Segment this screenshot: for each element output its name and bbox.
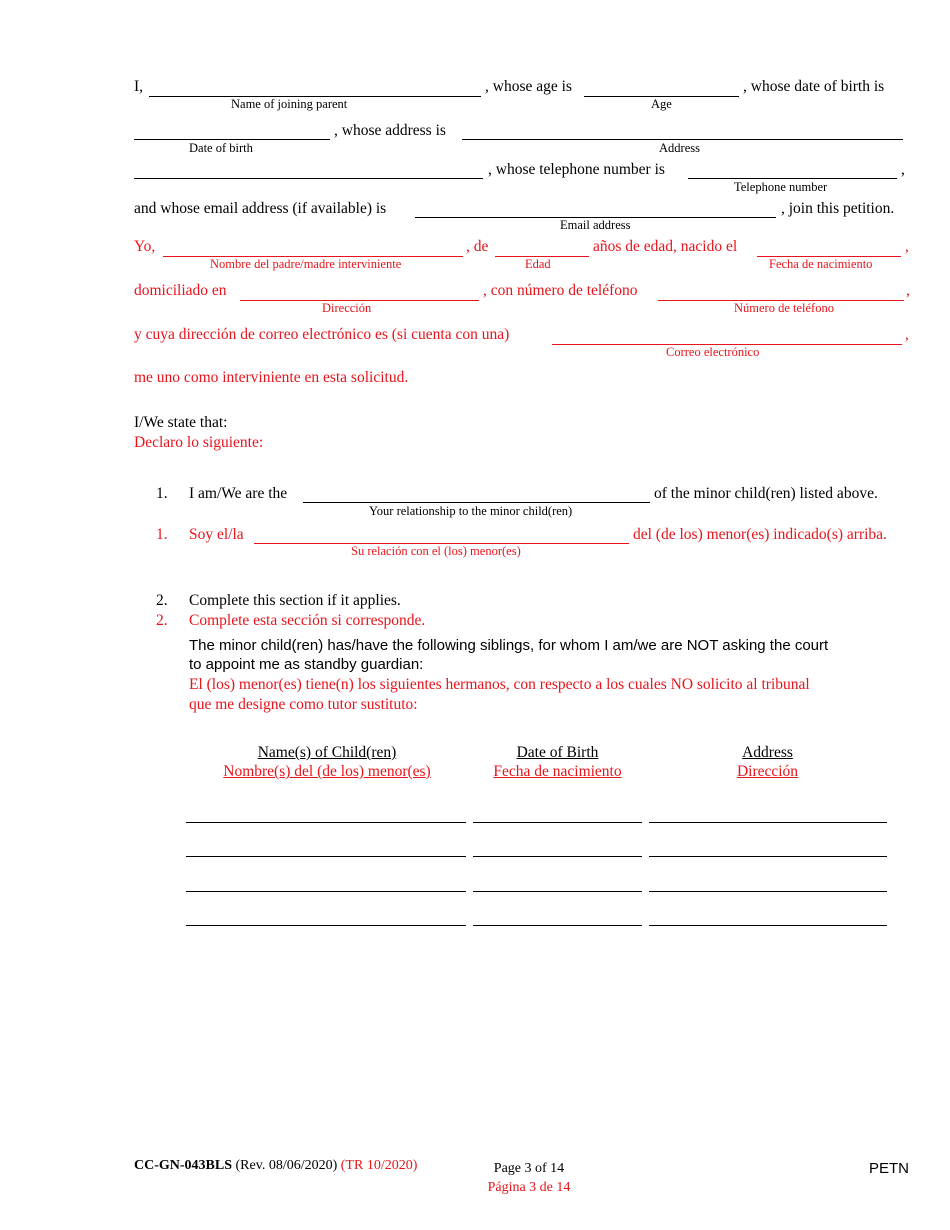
sibling-dob-field[interactable] <box>473 822 642 823</box>
sibling-address-field[interactable] <box>649 925 887 926</box>
es-caption-address: Dirección <box>322 301 372 315</box>
footer-page-es: Página 3 de 14 <box>487 1180 571 1195</box>
header-name-es: Nombre(s) del (de los) menor(es) <box>223 763 431 780</box>
header-address-es: Dirección <box>736 763 799 780</box>
es-intro-de: , de <box>466 238 489 255</box>
sibling-address-field[interactable] <box>649 856 887 857</box>
item2-en: Complete this section if it applies. <box>189 592 401 609</box>
caption-name: Name of joining parent <box>231 97 348 111</box>
sibling-address-field[interactable] <box>649 891 887 892</box>
es-intro-domiciliado: domiciliado en <box>134 282 227 299</box>
intro-whose-dob: , whose date of birth is <box>743 78 885 95</box>
caption-dob: Date of birth <box>189 141 253 155</box>
sibling-name-field[interactable] <box>186 925 466 926</box>
item1-es-number: 1. <box>156 526 168 543</box>
state-heading-en: I/We state that: <box>134 414 228 431</box>
es-caption-dob: Fecha de nacimiento <box>769 257 873 271</box>
header-dob-en: Date of Birth <box>516 744 599 761</box>
es-intro-anos: años de edad, nacido el <box>593 238 738 255</box>
item2-desc-en-2: to appoint me as standby guardian: <box>189 656 424 673</box>
sibling-name-field[interactable] <box>186 822 466 823</box>
address-field-line-2[interactable] <box>134 178 483 179</box>
es-comma-1: , <box>905 238 909 255</box>
item2-desc-en-1: The minor child(ren) has/have the following siblings, for whom I am/we are NOT asking the court <box>189 637 829 654</box>
header-address-en: Address <box>742 744 793 761</box>
es-intro-con-numero: , con número de teléfono <box>483 282 638 299</box>
intro-whose-phone: , whose telephone number is <box>488 161 665 178</box>
relationship-field[interactable] <box>303 502 650 503</box>
address-field[interactable] <box>462 139 903 140</box>
intro-whose-address: , whose address is <box>334 122 446 139</box>
sibling-dob-field[interactable] <box>473 891 642 892</box>
es-comma-2: , <box>906 282 910 299</box>
es-intro-yo: Yo, <box>134 238 156 255</box>
footer-rev: (Rev. 08/06/2020) <box>235 1158 338 1173</box>
sibling-address-field[interactable] <box>649 822 887 823</box>
item2-desc-es-2: que me designe como tutor sustituto: <box>189 696 418 713</box>
item2-desc-es-1: El (los) menor(es) tiene(n) los siguientes hermanos, con respecto a los cuales NO solicito al tribunal <box>189 676 810 693</box>
header-name-en: Name(s) of Child(ren) <box>257 744 397 761</box>
item1-number: 1. <box>156 485 168 502</box>
sibling-name-field[interactable] <box>186 856 466 857</box>
es-caption-email: Correo electrónico <box>666 345 760 359</box>
caption-email: Email address <box>560 218 631 232</box>
intro-email-prefix: and whose email address (if available) is <box>134 200 387 217</box>
item1-es-suffix: del (de los) menor(es) indicado(s) arriba. <box>633 526 887 543</box>
item1-es-prefix: Soy el/la <box>189 526 244 543</box>
item2-number: 2. <box>156 592 168 609</box>
intro-whose-age: , whose age is <box>485 78 572 95</box>
sibling-name-field[interactable] <box>186 891 466 892</box>
caption-address: Address <box>659 141 700 155</box>
item1-es-caption: Su relación con el (los) menor(es) <box>351 544 521 558</box>
state-heading-es: Declaro lo siguiente: <box>134 434 264 451</box>
footer-form-id: CC-GN-043BLS <box>134 1158 233 1173</box>
es-caption-age: Edad <box>525 257 551 271</box>
footer-tr: (TR 10/2020) <box>340 1158 418 1173</box>
caption-age: Age <box>651 97 672 111</box>
date-of-birth-field[interactable] <box>134 139 330 140</box>
footer-page-en: Page 3 of 14 <box>493 1161 565 1176</box>
intro-comma: , <box>901 161 905 178</box>
caption-phone: Telephone number <box>734 180 828 194</box>
sibling-dob-field[interactable] <box>473 856 642 857</box>
es-comma-3: , <box>905 326 909 343</box>
header-dob-es: Fecha de nacimiento <box>493 763 622 780</box>
item1-en-prefix: I am/We are the <box>189 485 288 502</box>
intro-join: , join this petition. <box>781 200 895 217</box>
es-caption-phone: Número de teléfono <box>734 301 834 315</box>
item2-es: Complete esta sección si corresponde. <box>189 612 426 629</box>
item2-es-number: 2. <box>156 612 168 629</box>
footer-form-info <box>134 1158 417 1174</box>
es-caption-name: Nombre del padre/madre interviniente <box>210 257 402 271</box>
footer-code: PETN <box>869 1160 910 1177</box>
sibling-dob-field[interactable] <box>473 925 642 926</box>
intro-i: I, <box>134 78 144 95</box>
telephone-field[interactable] <box>688 178 897 179</box>
es-me-uno: me uno como interviniente en esta solicitud. <box>134 369 409 386</box>
item1-en-caption: Your relationship to the minor child(ren) <box>369 504 573 518</box>
item1-en-suffix: of the minor child(ren) listed above. <box>654 485 878 502</box>
es-intro-email-prefix: y cuya dirección de correo electrónico es (si cuenta con una) <box>134 326 510 343</box>
